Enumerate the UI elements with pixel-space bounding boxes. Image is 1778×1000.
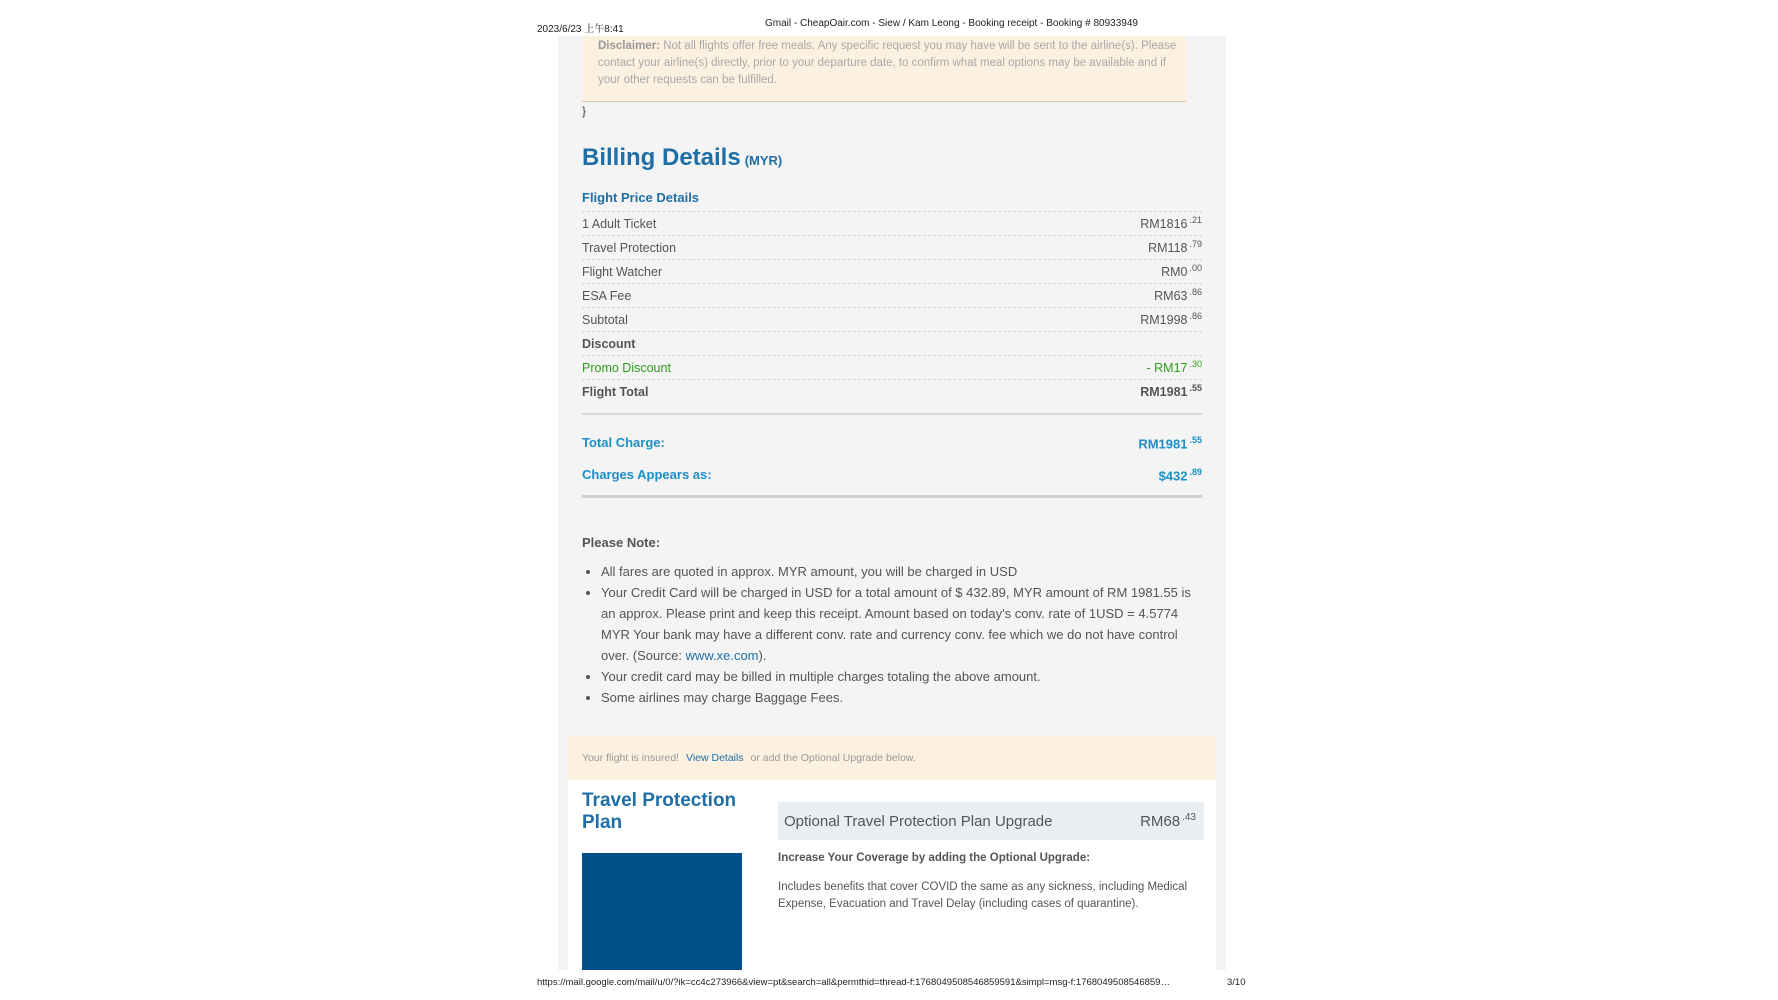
price-label: 1 Adult Ticket	[582, 216, 657, 231]
price-amount: RM118 $^{.79}$	[1148, 239, 1202, 256]
print-footer	[537, 977, 1253, 988]
price-amount: RM0 $^{.00}$	[1161, 263, 1202, 280]
print-header	[537, 18, 1253, 35]
total-charge-row	[582, 435, 1202, 451]
price-row-discount	[582, 332, 1202, 356]
flight-price-details-title: Flight Price Details	[582, 190, 700, 205]
insured-suffix: or add the Optional Upgrade below.	[750, 752, 916, 764]
note-item: • Your Credit Card will be charged in USD for a total amount of $ 432.89, MYR amount of RM 1981.55 is an approx. Please print and keep this receipt. Amount based on today's conv. rate of 1USD = 4.5774 MYR Your bank may have a different conv. rate and currency conv. fee which we do not have control over. (Source: www.xe.com).	[601, 582, 1202, 666]
price-label: Flight Watcher	[582, 264, 663, 279]
price-row-adult-ticket	[582, 212, 1202, 236]
coverage-heading: Increase Your Coverage by adding the Optional Upgrade:	[778, 852, 1091, 864]
billing-currency: (MYR)	[744, 153, 783, 168]
price-label: Discount	[582, 336, 636, 351]
price-amount: RM1981 $^{.55}$	[1140, 383, 1202, 400]
upgrade-price: RM68 $^{.43}$	[1140, 812, 1196, 830]
xe-link[interactable]: www.xe.com	[685, 648, 759, 663]
total-charge-amount: RM1981 $^{.55}$	[1138, 435, 1202, 452]
travel-protection-image	[582, 853, 742, 970]
price-row-travel-protection	[582, 236, 1202, 260]
price-table	[582, 211, 1202, 403]
billing-title-text: Billing Details	[582, 144, 741, 171]
print-page-number: 3/10	[1227, 977, 1246, 988]
price-amount	[1200, 335, 1202, 351]
print-url: https://mail.google.com/mail/u/0/?ik=cc4c273966&view=pt&search=all&permthid=thread-f:1768049508546859591&simpl=msg-f:1768049508546859…	[537, 977, 1170, 988]
charges-appear-row	[582, 467, 1202, 483]
price-label: Subtotal	[582, 312, 628, 327]
price-amount: - RM17 $^{.30}$	[1146, 359, 1202, 376]
price-row-flight-total	[582, 380, 1202, 403]
disclaimer-label: Disclaimer:	[598, 40, 661, 52]
price-row-promo-discount	[582, 356, 1202, 380]
charges-appear-amount: $432 $^{.89}$	[1158, 467, 1202, 484]
note-title: Please Note:	[582, 535, 661, 550]
billing-title	[582, 144, 782, 172]
note-item: • Your credit card may be billed in multiple charges totaling the above amount.	[601, 666, 1202, 687]
price-label: Travel Protection	[582, 240, 677, 255]
coverage-text: Includes benefits that cover COVID the same as any sickness, including Medical Expense, Evacuation and Travel Delay (including cases of quarantine).	[778, 881, 1188, 910]
print-timestamp: 2023/6/23 上午8:41	[537, 24, 624, 35]
price-amount: RM1998 $^{.86}$	[1140, 311, 1202, 328]
total-charge-label: Total Charge:	[582, 435, 665, 450]
price-amount: RM63 $^{.86}$	[1154, 287, 1202, 304]
travel-protection-title: Travel Protection Plan	[582, 790, 737, 833]
insured-notice	[568, 736, 1216, 780]
total-divider-bottom	[582, 495, 1202, 498]
price-label: Flight Total	[582, 384, 649, 399]
upgrade-label: Optional Travel Protection Plan Upgrade	[784, 812, 1053, 830]
optional-upgrade-bar[interactable]	[778, 802, 1204, 840]
meal-disclaimer	[582, 36, 1186, 102]
note-item: • All fares are quoted in approx. MYR amount, you will be charged in USD	[601, 561, 1202, 582]
price-label: ESA Fee	[582, 288, 632, 303]
price-row-esa-fee	[582, 284, 1202, 308]
note-list	[582, 561, 1202, 708]
view-details-link[interactable]: View Details	[686, 752, 744, 764]
price-amount: RM1816 $^{.21}$	[1140, 215, 1202, 232]
price-label: Promo Discount	[582, 360, 671, 375]
total-divider-top	[582, 413, 1202, 415]
note-item: • Some airlines may charge Baggage Fees.	[601, 687, 1202, 708]
stray-brace: }	[582, 104, 587, 118]
charges-appear-label: Charges Appears as:	[582, 467, 712, 482]
print-title: Gmail - CheapOair.com - Siew / Kam Leong - Booking receipt - Booking # 80933949	[765, 18, 1138, 29]
price-row-flight-watcher	[582, 260, 1202, 284]
price-row-subtotal	[582, 308, 1202, 332]
insured-prefix: Your flight is insured!	[582, 752, 680, 764]
disclaimer-text: Not all flights offer free meals. Any specific request you may have will be sent to the airline(s). Please contact your airline(s) directly, prior to your departure date, to confirm what meal options may be available and if your other requests can be fulfilled.	[598, 40, 1177, 86]
email-body	[558, 36, 1226, 970]
travel-protection-panel	[568, 780, 1216, 970]
